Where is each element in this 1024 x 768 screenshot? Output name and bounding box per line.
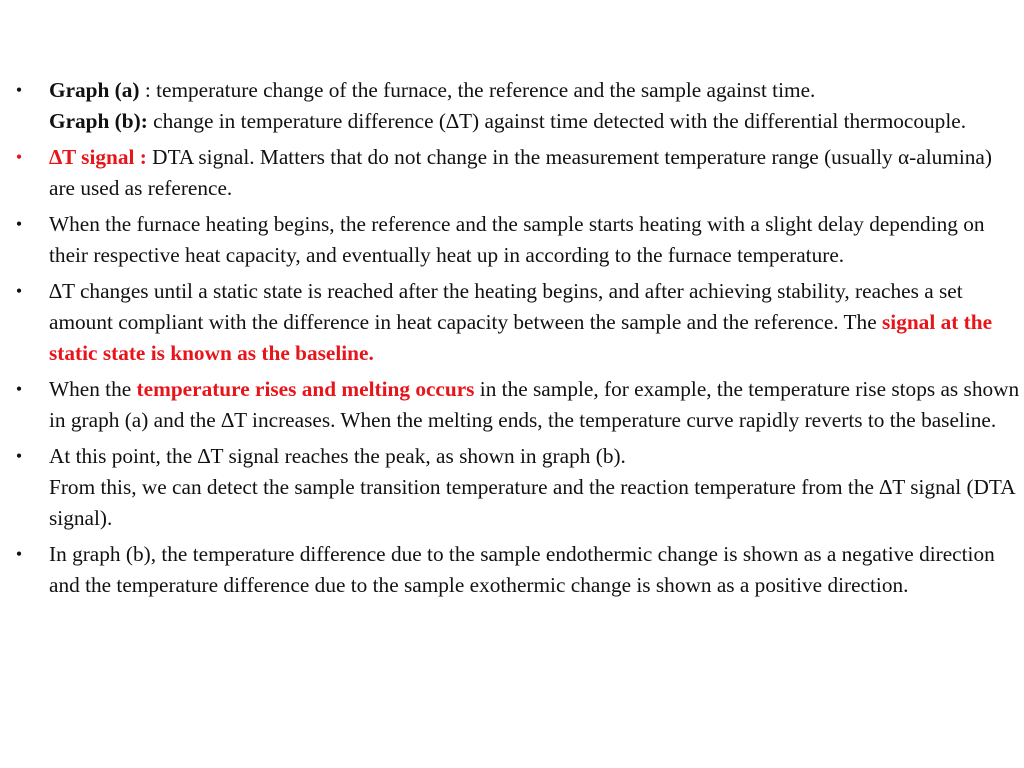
graph-b-label: Graph (b):: [49, 109, 148, 133]
bullet-icon: •: [15, 80, 23, 100]
bullet-icon: •: [15, 446, 23, 466]
melting-highlight: temperature rises and melting occurs: [136, 377, 475, 401]
bullet-item-baseline: [12, 276, 1020, 369]
bullet-item-peak: [12, 441, 1020, 534]
peak-line-1: At this point, the ∆T signal reaches the peak, as shown in graph (b).: [49, 444, 626, 468]
graph-b-line: [49, 106, 1020, 137]
graph-a-label: Graph (a): [49, 78, 140, 102]
bullet-list: [12, 75, 1020, 606]
bullet-item-direction: [12, 539, 1020, 601]
melting-text-before: When the: [49, 377, 137, 401]
bullet-icon: •: [15, 379, 23, 399]
graph-a-line: [49, 75, 1020, 106]
graph-a-text: : temperature change of the furnace, the reference and the sample against time.: [139, 78, 816, 102]
baseline-text: ∆T changes until a static state is reached after the heating begins, and after achieving stability, reaches a set amount compliant with the difference in heat capacity between the sample and the reference. The: [49, 279, 963, 334]
peak-line-2: From this, we can detect the sample transition temperature and the reaction temperature from the ∆T signal (DTA signal).: [49, 475, 1015, 530]
bullet-item-graphs: [12, 75, 1020, 137]
baseline-highlight: signal at the static state is known as the baseline.: [49, 310, 993, 365]
bullet-item-furnace-heating: [12, 209, 1020, 271]
bullet-icon: •: [15, 147, 23, 167]
bullet-icon: •: [15, 544, 23, 564]
graph-b-text: change in temperature difference (∆T) against time detected with the differential thermocouple.: [147, 109, 967, 133]
melting-text-after: in the sample, for example, the temperature rise stops as shown in graph (a) and the ∆T increases. When the melting ends, the temperature curve rapidly reverts to the baseline.: [49, 377, 1020, 432]
delta-t-signal-label: ∆T signal :: [49, 145, 147, 169]
direction-text: In graph (b), the temperature difference due to the sample endothermic change is shown as a negative direction and the temperature difference due to the sample exothermic change is shown as a positive direction.: [49, 542, 995, 597]
delta-t-signal-text: DTA signal. Matters that do not change in the measurement temperature range (usually α-alumina) are used as reference.: [49, 145, 992, 200]
bullet-icon: •: [15, 214, 23, 234]
furnace-heating-text: When the furnace heating begins, the reference and the sample starts heating with a slight delay depending on their respective heat capacity, and eventually heat up in according to the furnace temperature.: [49, 212, 985, 267]
bullet-item-delta-t-signal: [12, 142, 1020, 204]
bullet-item-melting: [12, 374, 1020, 436]
bullet-icon: •: [15, 281, 23, 301]
